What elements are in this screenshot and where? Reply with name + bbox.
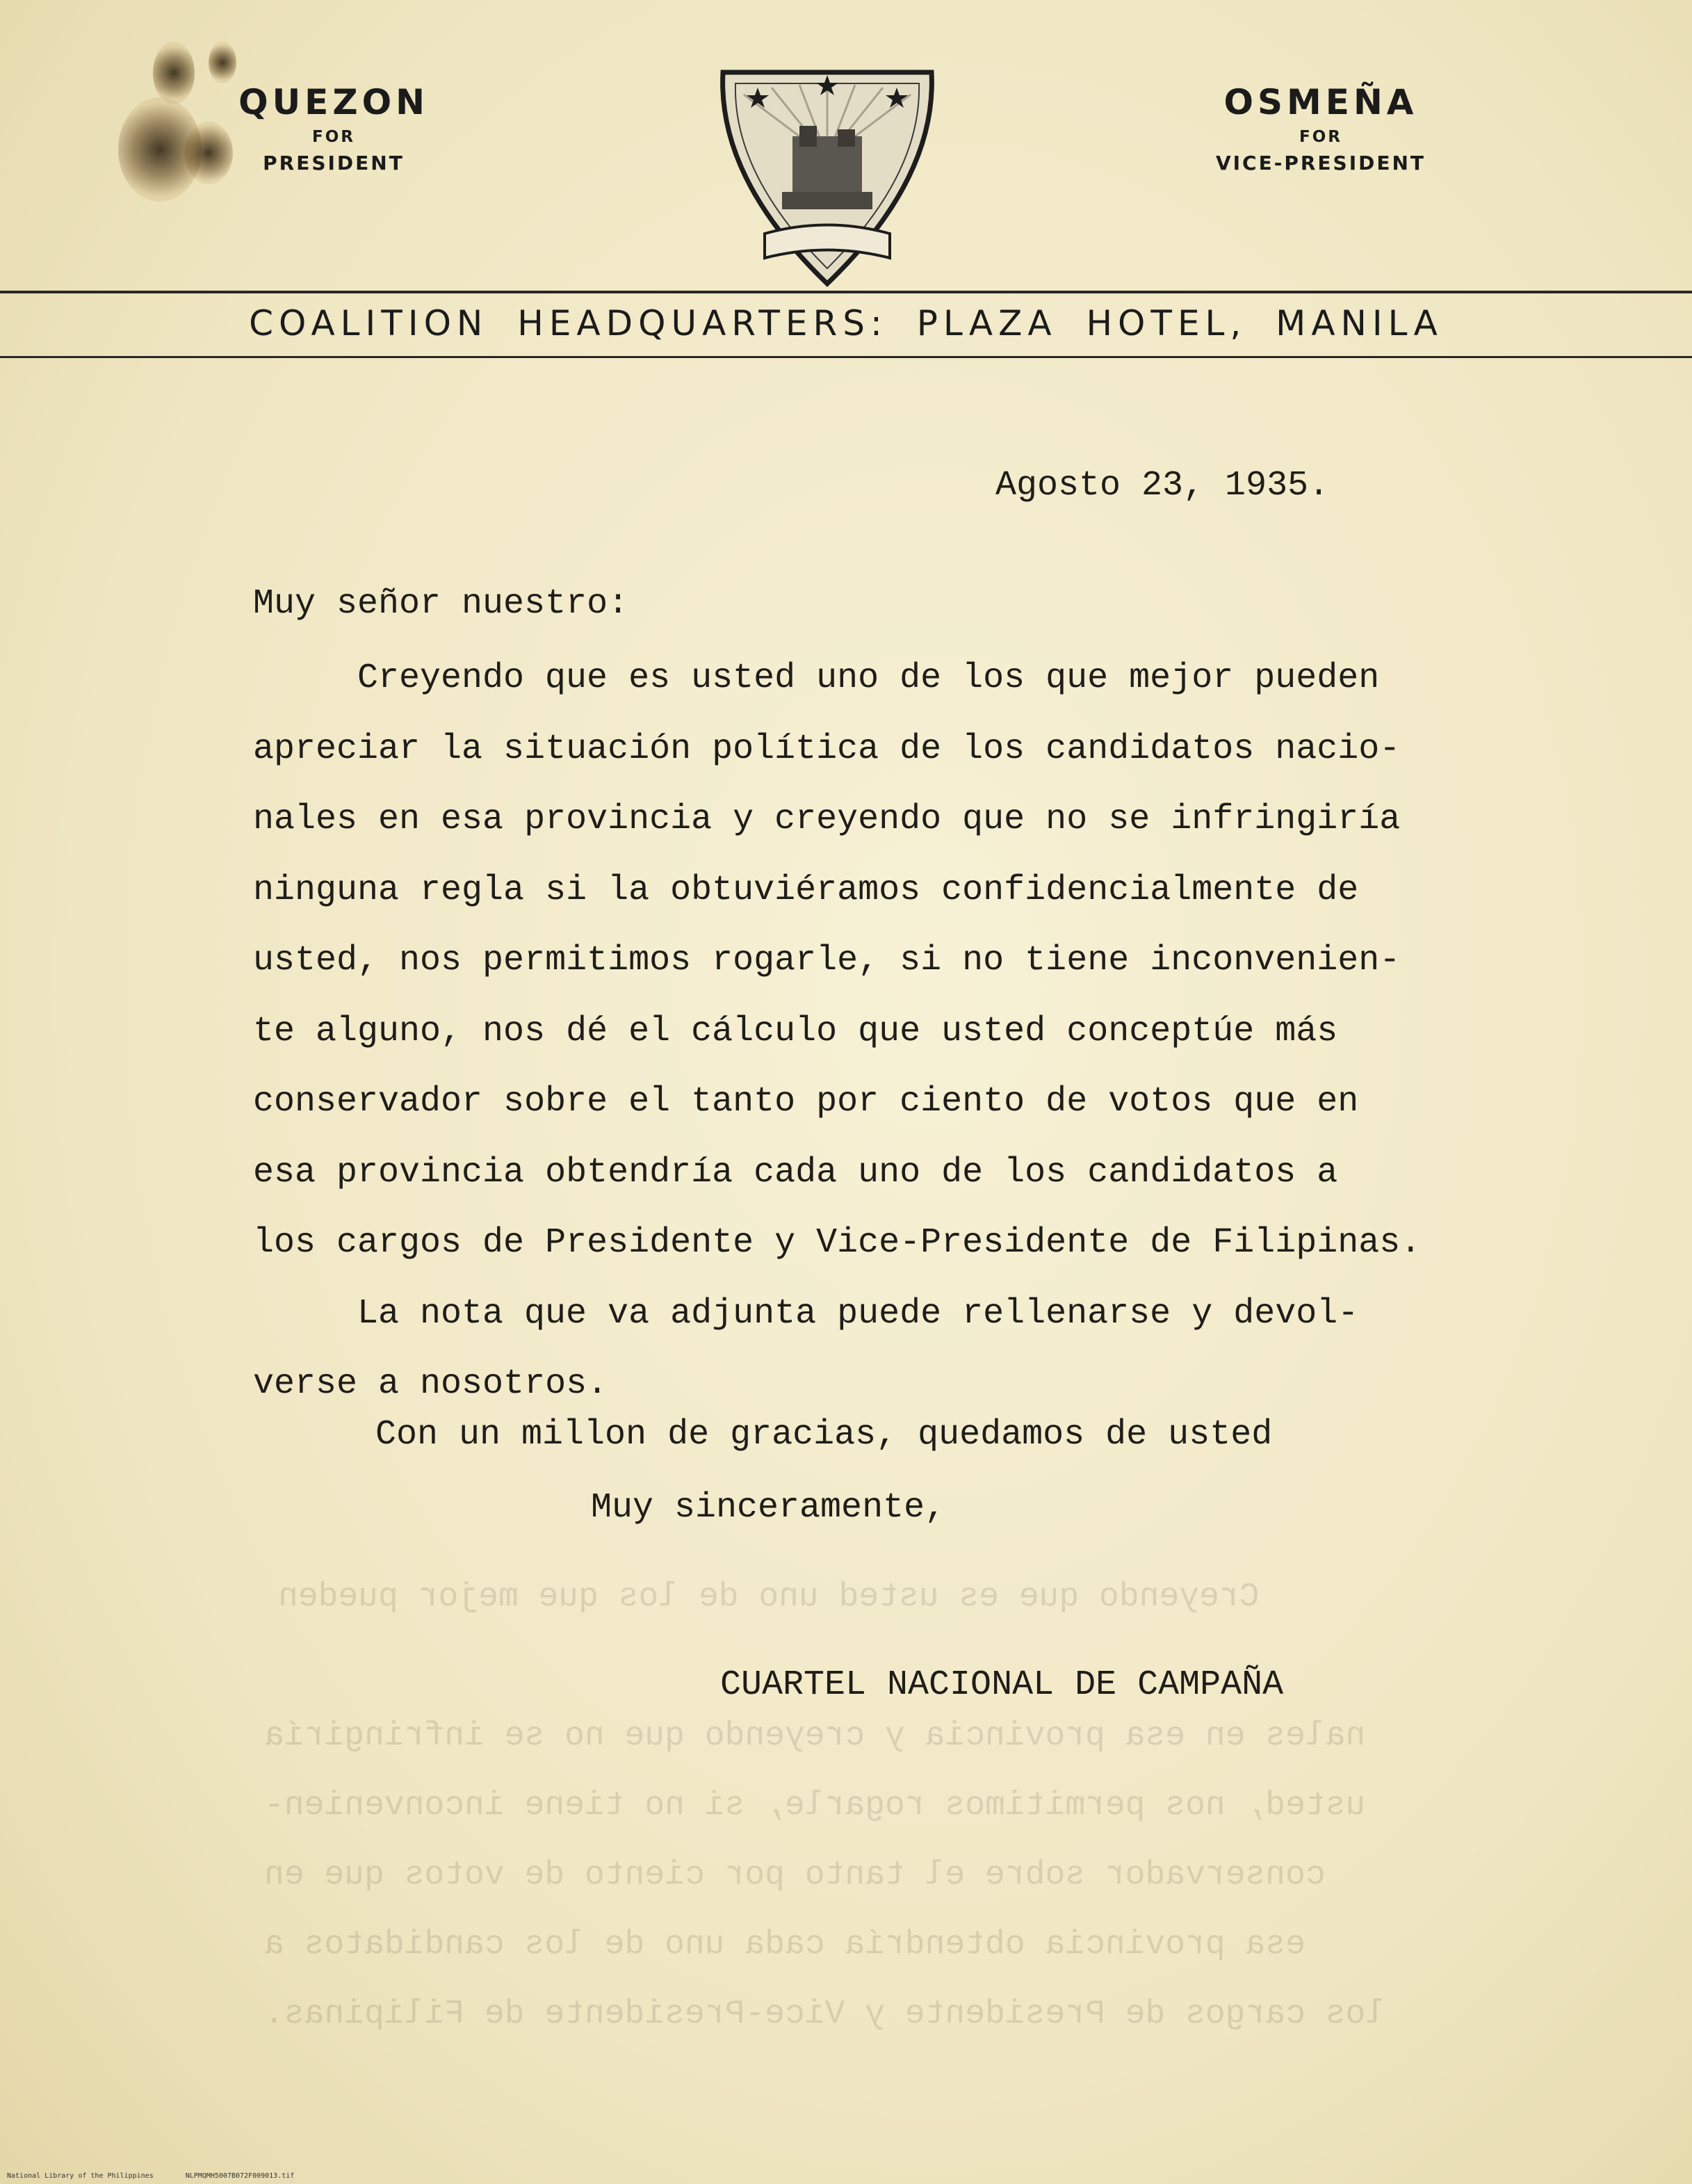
letterhead-vice-president-block (1140, 82, 1502, 175)
show-through-line: conservador sobre el tanto por ciento de votos que en (264, 1857, 1326, 1894)
archive-file-id: NLPMQMH5007B072F009013.tif (185, 2172, 295, 2180)
body-line: La nota que va adjunta puede rellenarse y devol- (357, 1293, 1359, 1334)
body-line: Creyendo que es usted uno de los que mejor pueden (357, 658, 1380, 698)
letterhead-rule-top (0, 291, 1692, 293)
letterhead-rule-bottom (0, 356, 1692, 358)
ink-stain (209, 42, 236, 83)
show-through-line: Creyendo que es usted uno de los que mejor pueden (278, 1578, 1260, 1616)
body-line: te alguno, nos dé el cálculo que usted conceptúe más (253, 1011, 1338, 1051)
body-line: apreciar la situación política de los candidatos nacio- (253, 729, 1401, 769)
president-role: PRESIDENT (263, 152, 405, 175)
show-through-line: nales en esa provincia y creyendo que no se infringiría (264, 1717, 1366, 1755)
show-through-line: los cargos de Presidente y Vice-Presidente de Filipinas. (264, 1996, 1386, 2033)
coalicion-shield-emblem (716, 60, 938, 289)
archive-name: National Library of the Philippines (7, 2172, 154, 2180)
letterhead-president-block (181, 82, 487, 175)
archive-footer (7, 2172, 322, 2180)
body-line: ninguna regla si la obtuviéramos confidencialmente de (253, 870, 1359, 910)
vice-president-for: FOR (1299, 128, 1342, 146)
body-line: los cargos de Presidente y Vice-Presidente de Filipinas. (253, 1223, 1422, 1263)
letter-body (253, 643, 1560, 1420)
body-line: conservador sobre el tanto por ciento de votos que en (253, 1082, 1359, 1122)
regards-line: Muy sinceramente, (591, 1488, 946, 1528)
vice-president-name: OSMEÑA (1223, 82, 1418, 122)
body-line: verse a nosotros. (253, 1364, 608, 1404)
show-through-line: esa provincia obtendría cada uno de los candidatos a (264, 1926, 1305, 1964)
signer-name: CUARTEL NACIONAL DE CAMPAÑA (720, 1665, 1284, 1705)
president-for: FOR (312, 128, 355, 146)
vice-president-role: VICE-PRESIDENT (1215, 152, 1426, 175)
body-line: nales en esa provincia y creyendo que no se infringiría (253, 800, 1401, 839)
letter-date: Agosto 23, 1935. (995, 466, 1330, 505)
salutation: Muy señor nuestro: (253, 584, 629, 624)
body-line: usted, nos permitimos rogarle, si no tiene inconvenien- (253, 941, 1401, 980)
show-through-line: usted, nos permitimos rogarle, si no tiene inconvenien- (264, 1787, 1366, 1825)
body-line: esa provincia obtendría cada uno de los candidatos a (253, 1152, 1338, 1192)
president-name: QUEZON (238, 82, 429, 122)
headquarters-line: COALITION HEADQUARTERS: PLAZA HOTEL, MANILA (249, 303, 1443, 343)
closing-line: Con un millon de gracias, quedamos de usted (375, 1415, 1273, 1455)
